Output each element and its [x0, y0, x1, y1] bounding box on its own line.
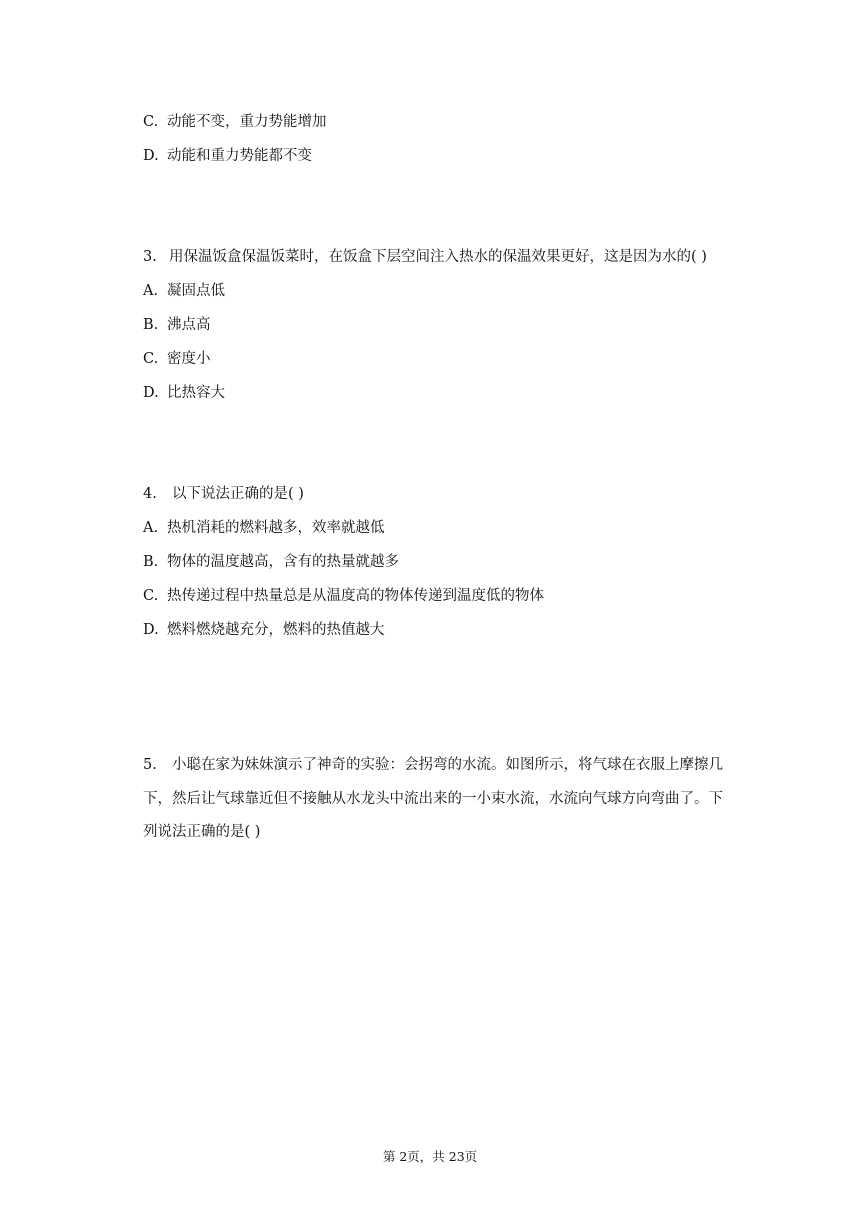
option-letter: D. — [143, 148, 159, 164]
q5-stem-line-3 — [143, 822, 755, 842]
option-text: 热传递过程中热量总是从温度高的物体传递到温度低的物体 — [167, 588, 544, 604]
option-letter: C. — [143, 588, 159, 604]
question-text: 下，然后让气球靠近但不接触从水龙头中流出来的一小束水流，水流向气球方向弯曲了。下 — [143, 791, 723, 807]
q4-option-a — [143, 518, 385, 538]
option-text: 燃料燃烧越充分，燃料的热值越大 — [167, 622, 385, 638]
page-footer — [0, 1148, 860, 1166]
option-text: 凝固点低 — [167, 283, 225, 299]
option-letter: A. — [143, 283, 159, 299]
option-letter: B. — [143, 317, 159, 333]
q4-option-b — [143, 552, 399, 572]
question-text: 用保温饭盒保温饭菜时，在饭盒下层空间注入热水的保温效果更好，这是因为水的( ) — [169, 249, 707, 265]
option-letter: B. — [143, 554, 159, 570]
option-letter: A. — [143, 520, 159, 536]
q3-option-d — [143, 383, 225, 403]
q3-option-a — [143, 281, 225, 301]
q4-stem — [143, 484, 304, 504]
option-letter: D. — [143, 385, 159, 401]
q4-option-c — [143, 586, 544, 606]
q3-stem — [143, 247, 707, 267]
question-number: 5. — [143, 757, 157, 773]
q4-option-d — [143, 620, 385, 640]
option-text: 热机消耗的燃料越多，效率就越低 — [167, 520, 385, 536]
option-text: 物体的温度越高，含有的热量就越多 — [167, 554, 399, 570]
page-number-label: 第 2页，共 23页 — [382, 1149, 478, 1164]
question-number: 4. — [143, 486, 157, 502]
option-text: 密度小 — [167, 351, 211, 367]
q2-option-d — [143, 146, 312, 166]
option-text: 沸点高 — [167, 317, 211, 333]
q5-stem-line-2 — [143, 789, 755, 809]
option-text: 动能和重力势能都不变 — [167, 148, 312, 164]
q3-option-c — [143, 349, 211, 369]
option-text: 动能不变，重力势能增加 — [167, 114, 327, 130]
option-letter: C. — [143, 351, 159, 367]
option-letter: D. — [143, 622, 159, 638]
option-letter: C. — [143, 114, 159, 130]
question-number: 3. — [143, 249, 157, 265]
question-text: 列说法正确的是( ) — [143, 824, 261, 840]
q2-option-c — [143, 112, 327, 132]
option-text: 比热容大 — [167, 385, 225, 401]
q5-stem-line-1 — [143, 755, 755, 775]
q3-option-b — [143, 315, 211, 335]
question-text: 小聪在家为妹妹演示了神奇的实验：会拐弯的水流。如图所示，将气球在衣服上摩擦几 — [172, 757, 723, 773]
question-text: 以下说法正确的是( ) — [172, 486, 304, 502]
